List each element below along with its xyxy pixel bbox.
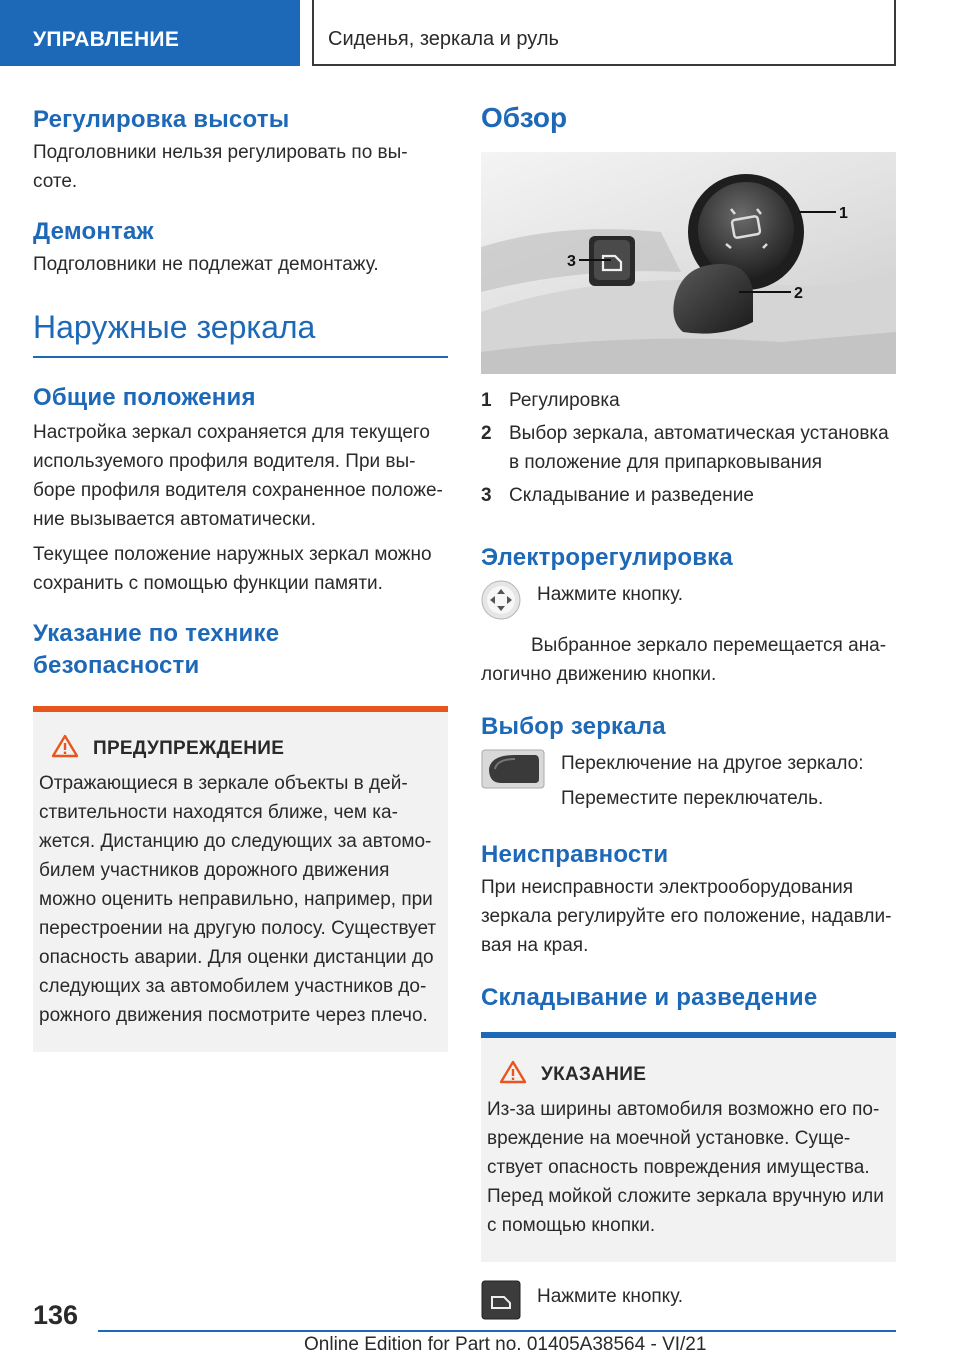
warning-box <box>33 712 448 1052</box>
fold-mirror-icon <box>481 1280 521 1325</box>
legend-text: Регулировка <box>509 390 620 411</box>
legend-text: Выбор зеркала, автоматическая установка в положение для припарковывания <box>509 423 889 473</box>
left-column <box>33 100 448 1052</box>
general-text-2: Текущее положение наружных зеркал можно сохранить с помощью функции памяти. <box>33 544 432 594</box>
electric-title: Электрорегулировка <box>481 544 733 571</box>
warning-triangle-icon <box>51 734 79 763</box>
faults-text: При неисправности электрооборудования зеркала регулируйте его положение, надавли- вая на края. <box>481 877 892 956</box>
notice-label: УКАЗАНИЕ <box>541 1063 647 1085</box>
removal-title: Демонтаж <box>33 218 154 245</box>
notice-box <box>481 1038 896 1262</box>
legend-item <box>481 386 896 415</box>
electric-step: Нажмите кнопку. <box>537 584 684 605</box>
select-title: Выбор зеркала <box>481 713 666 740</box>
warning-triangle-icon <box>499 1060 527 1089</box>
overview-title: Обзор <box>481 102 568 133</box>
select-step-2: Переместите переключатель. <box>561 788 824 809</box>
general-title: Общие положения <box>33 384 256 411</box>
mirror-joystick-icon <box>481 580 521 625</box>
callout-2: 2 <box>794 285 803 302</box>
legend-item <box>481 419 896 477</box>
height-title: Регулировка высоты <box>33 106 290 133</box>
legend-num: 3 <box>481 485 492 506</box>
callout-1: 1 <box>839 205 848 222</box>
height-text: Подголовники нельзя регулировать по вы- соте. <box>33 142 408 192</box>
notice-text: Из-за ширины автомобиля возможно его по- вреждение на моечной установке. Суще- ствует опасность повреждения имущества. Перед мойкой сложите зеркала вручную или с помощью кнопки. <box>487 1099 884 1236</box>
legend-num: 1 <box>481 390 492 411</box>
legend-num: 2 <box>481 423 492 444</box>
fold-step: Нажмите кнопку. <box>537 1286 684 1307</box>
warning-text: Отражающиеся в зеркале объекты в дей- ствительности находятся ближе, чем ка- жется. Дистанцию до следующих за автомо- билем участников дорожного движения можно оценить неправильно, например, при перестроении на другую полосу. Существует опасность аварии. Для оценки дистанции до следующих за автомобилем участников до- рожного движения посмотрите через плечо. <box>39 773 437 1026</box>
footer-rule <box>98 1330 896 1332</box>
fold-title: Складывание и разведение <box>481 984 818 1011</box>
right-column <box>481 100 896 1325</box>
legend-item <box>481 481 896 510</box>
edition-text: Online Edition for Part no. 01405A38564 - VI/21 <box>304 1334 707 1355</box>
electric-text: Выбранное зеркало перемещается ана- логично движению кнопки. <box>481 635 887 685</box>
legend-text: Складывание и разведение <box>509 485 754 506</box>
chapter-title: Сиденья, зеркала и руль <box>312 0 896 66</box>
select-step-1: Переключение на другое зеркало: <box>561 753 864 774</box>
mirror-selector-icon <box>481 749 545 794</box>
callout-3: 3 <box>567 253 576 270</box>
removal-text: Подголовники не подлежат демонтажу. <box>33 254 379 275</box>
warning-label: ПРЕДУПРЕЖДЕНИЕ <box>93 737 285 759</box>
mirrors-rule <box>33 356 448 358</box>
mirrors-title: Наружные зеркала <box>33 309 316 345</box>
faults-title: Неисправности <box>481 841 669 868</box>
legend-list <box>481 386 896 510</box>
general-text-1: Настройка зеркал сохраняется для текущего используемого профиля водителя. При вы- боре профиля водителя сохраненное положе- ние вызывается автоматически. <box>33 422 443 530</box>
safety-title: Указание по технике безопасности <box>33 620 280 679</box>
section-tab[interactable]: УПРАВЛЕНИЕ <box>0 0 300 66</box>
page-number: 136 <box>33 1300 79 1330</box>
mirror-controls-photo <box>481 152 896 374</box>
